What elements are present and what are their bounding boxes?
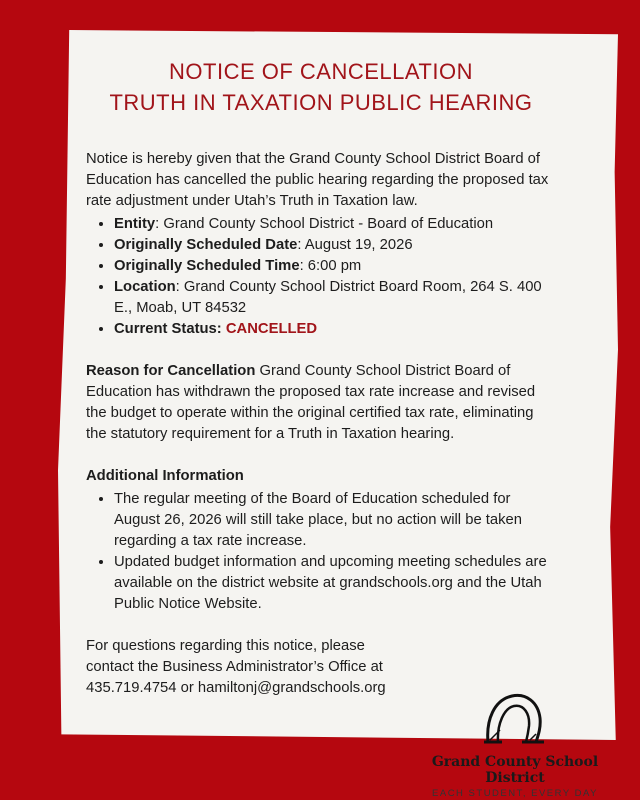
contact-paragraph: For questions regarding this notice, please contact the Business Administrator’s Office at 435.719.4754 or hamiltonj@grandschools.org	[86, 638, 386, 696]
title-line-2: TRUTH IN TAXATION PUBLIC HEARING	[109, 90, 533, 115]
additional-item: • Updated budget information and upcoming meeting schedules are available on the district website at grandschools.org and the Utah Public Notice Website.	[114, 552, 556, 615]
detail-entity: • Entity: Grand County School District - Board of Education	[114, 214, 556, 235]
detail-status: • Current Status: CANCELLED	[114, 319, 556, 340]
district-name: Grand County School District	[431, 754, 599, 786]
reason-paragraph: Reason for Cancellation Grand County School District Board of Education has withdrawn the proposed tax rate increase and revised the budget to operate within the original certified tax rate, eliminating the statutory requirement for a Truth in Taxation hearing.	[86, 363, 536, 442]
notice-title	[66, 56, 576, 118]
delicate-arch-icon	[480, 690, 550, 748]
detail-location: • Location: Grand County School District Board Room, 264 S. 400 E., Moab, UT 84532	[114, 277, 556, 319]
district-tagline: EACH STUDENT, EVERY DAY	[432, 788, 598, 799]
additional-heading: Additional Information	[86, 468, 244, 484]
detail-date: • Originally Scheduled Date: August 19, 2026	[114, 235, 556, 256]
detail-time: • Originally Scheduled Time: 6:00 pm	[114, 256, 556, 277]
details-list	[86, 214, 556, 340]
additional-list	[86, 489, 556, 615]
district-logo	[400, 690, 630, 799]
reason-heading: Reason for Cancellation	[86, 363, 256, 379]
notice-content	[86, 56, 556, 699]
intro-paragraph: Notice is hereby given that the Grand County School District Board of Education has cancelled the public hearing regarding the proposed tax rate adjustment under Utah’s Truth in Taxation law.	[86, 151, 549, 209]
status-badge: CANCELLED	[225, 321, 318, 337]
title-line-1: NOTICE OF CANCELLATION	[169, 59, 473, 84]
additional-item: • The regular meeting of the Board of Education scheduled for August 26, 2026 will still take place, but no action will be taken regarding a tax rate increase.	[114, 489, 556, 552]
